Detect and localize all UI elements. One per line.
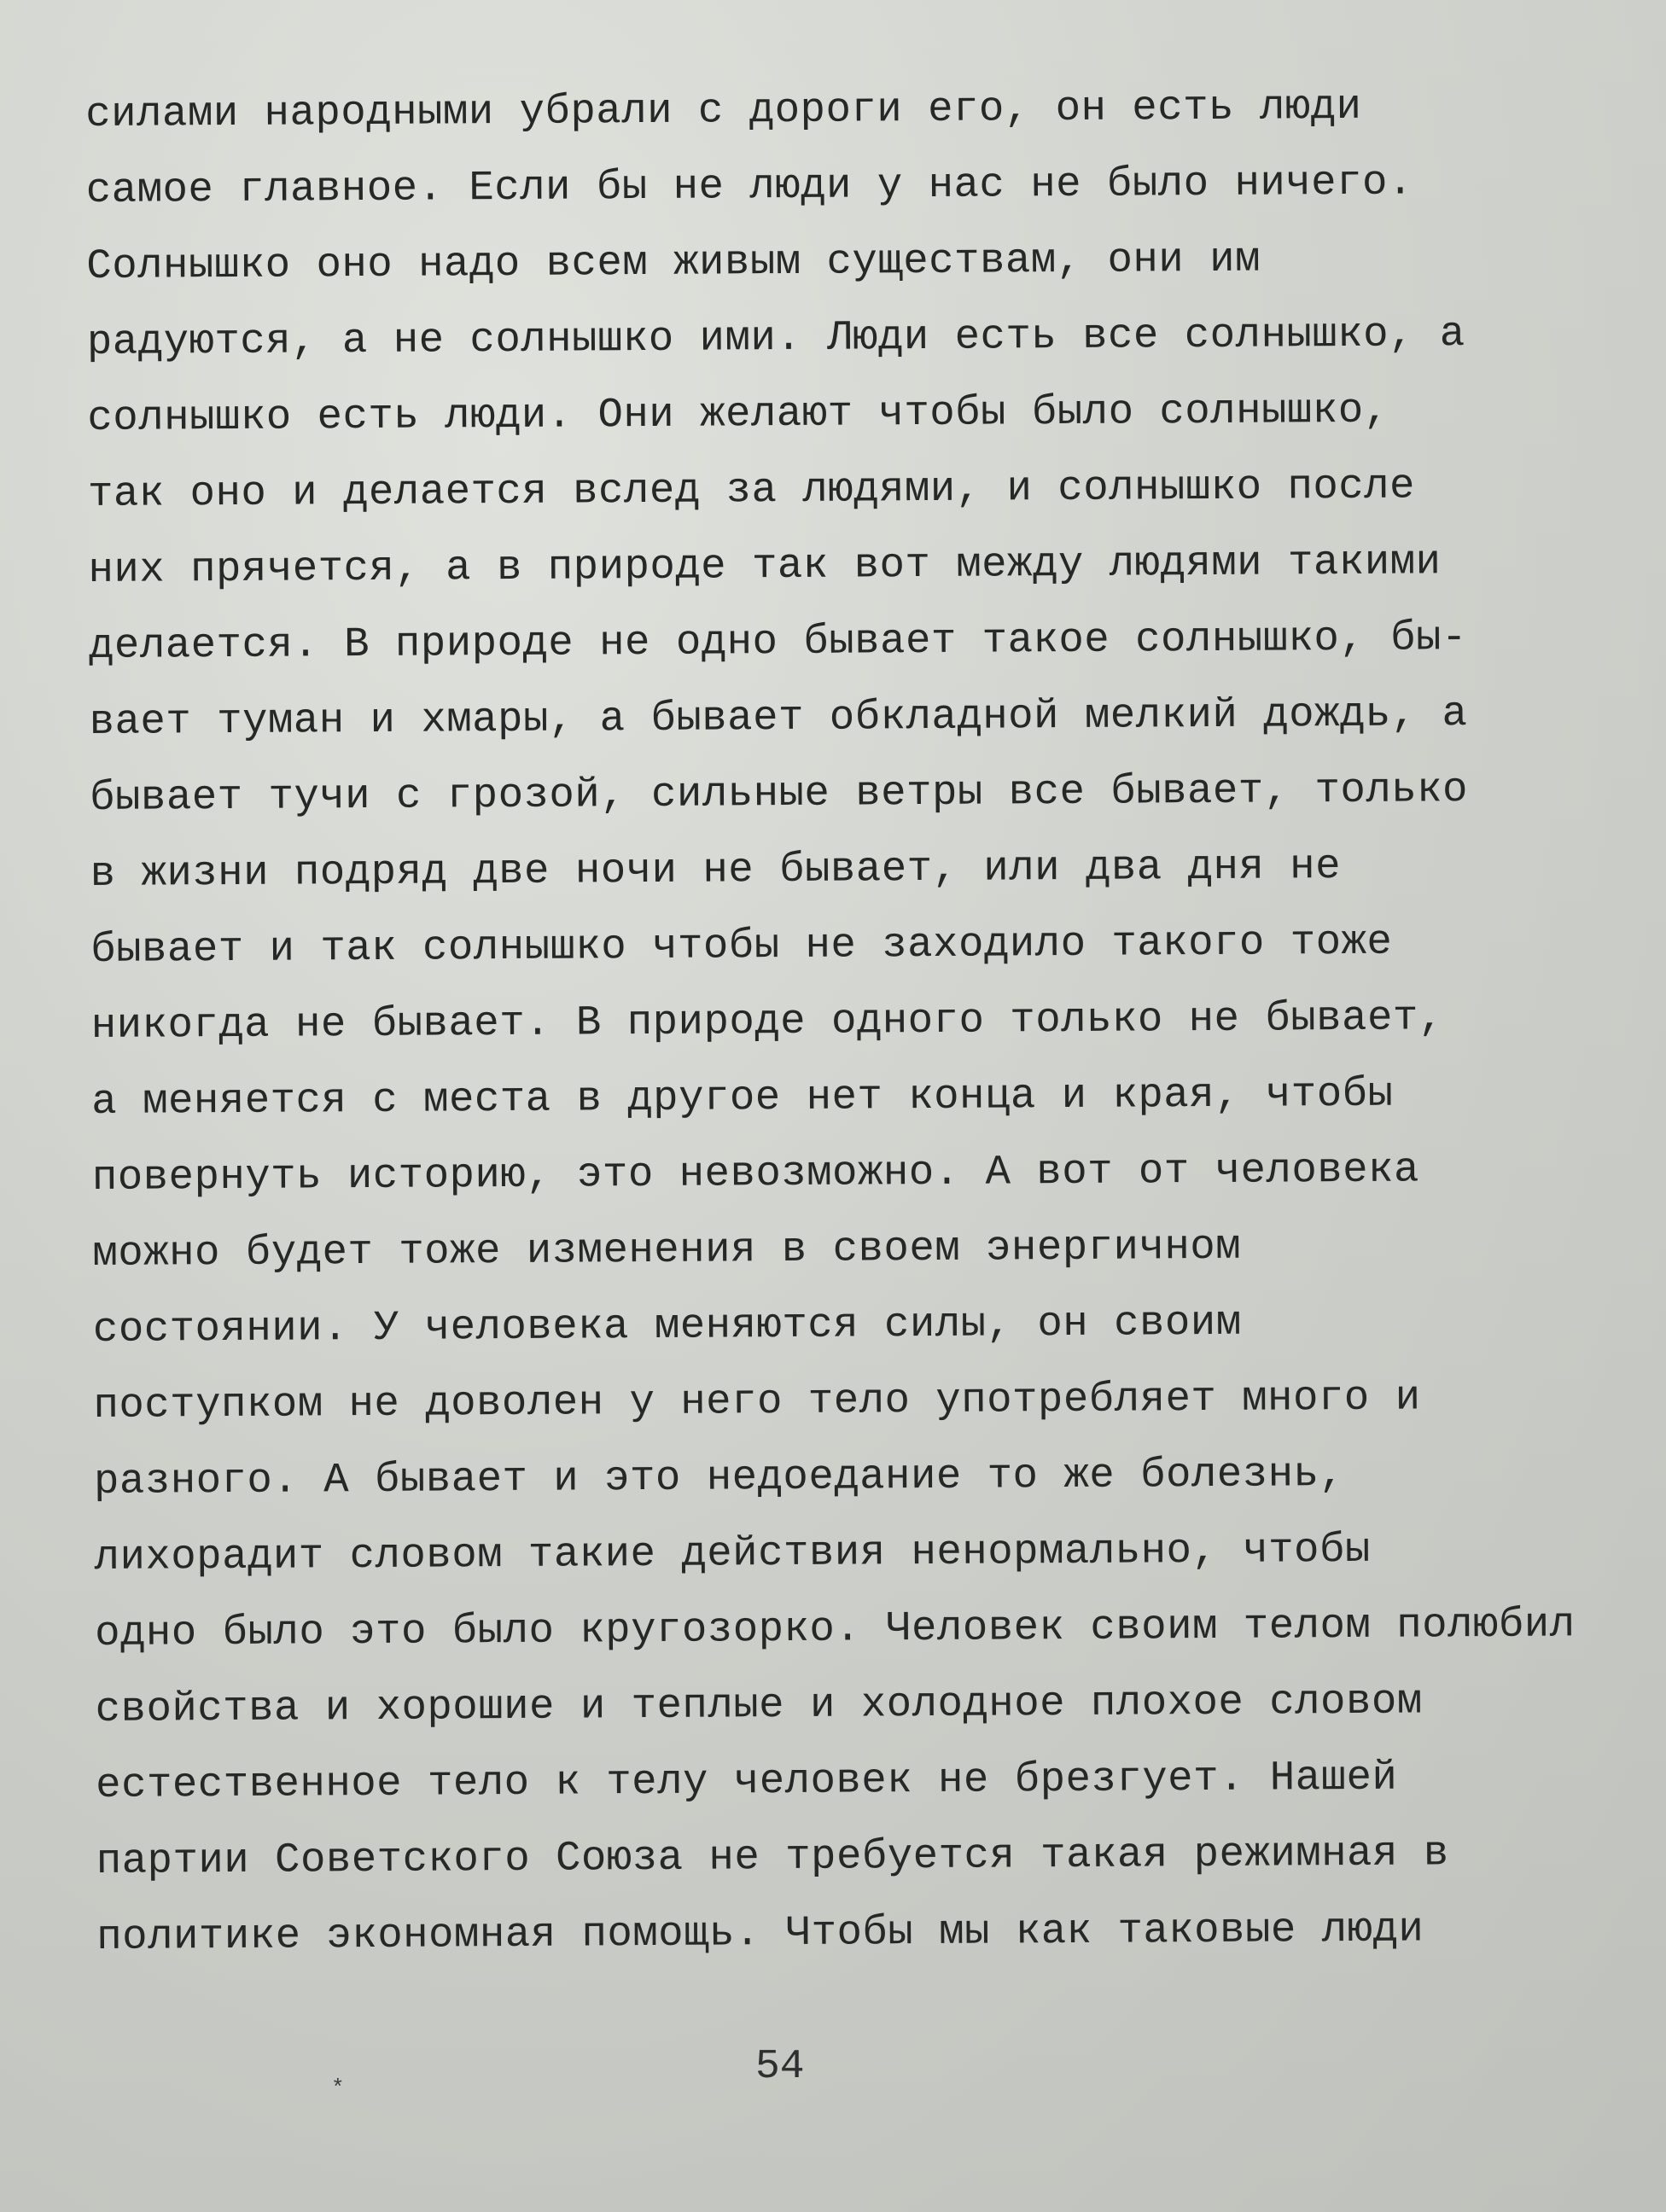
text-line: бывает тучи с грозой, сильные ветры все бывает, только (89, 765, 1469, 822)
text-line: политике экономная помощь. Чтобы мы как таковые люди (96, 1905, 1424, 1961)
text-line: радуются, а не солнышко ими. Люди есть все солнышко, а (86, 310, 1465, 366)
text-line: повернуть историю, это невозможно. А вот от человека (91, 1145, 1420, 1202)
text-line: состоянии. У человека меняются силы, он своим (92, 1298, 1242, 1353)
text-line: разного. А бывает и это недоедание то же болезнь, (93, 1450, 1345, 1505)
text-line: солнышко есть люди. Они желают чтобы было солнышко, (87, 386, 1389, 442)
text-line: Солнышко оно надо всем живым существам, они им (86, 235, 1261, 290)
text-line: бывает и так солнышко чтобы не заходило такого тоже (90, 917, 1393, 974)
text-line: делается. В природе не одно бывает такое солнышко, бы- (88, 614, 1468, 670)
text-line: вает туман и хмары, а бывает обкладной мелкий дождь, а (89, 690, 1468, 746)
text-line: самое главное. Если бы не люди у нас не было ничего. (85, 158, 1414, 214)
text-line: партии Советского Союза не требуется такая режимная в (96, 1829, 1449, 1885)
text-line: них прячется, а в природе так вот между людями такими (88, 538, 1442, 594)
body-text (85, 67, 1634, 1976)
page-number: 54 (755, 2044, 805, 2090)
text-line: а меняется с места в другое нет конца и края, чтобы (91, 1069, 1394, 1126)
text-line: лихорадит словом такие действия ненормально, чтобы (94, 1525, 1371, 1581)
text-line: можно будет тоже изменения в своем энергичном (92, 1222, 1242, 1278)
text-line: одно было это было кругозорко. Человек своим телом полюбил (94, 1600, 1576, 1657)
text-line: так оно и делается вслед за людями, и солнышко после (87, 462, 1416, 518)
stray-mark: * (331, 2075, 345, 2101)
text-line: свойства и хорошие и теплые и холодное плохое словом (95, 1677, 1423, 1733)
text-line: никогда не бывает. В природе одного только не бывает, (90, 993, 1444, 1050)
text-line: в жизни подряд две ночи не бывает, или два дня не (90, 842, 1342, 898)
text-line: естественное тело к телу человек не брезгует. Нашей (96, 1753, 1398, 1809)
text-line: поступком не доволен у него тело употребляет много и (93, 1373, 1421, 1429)
text-line: силами народными убрали с дороги его, он есть люди (85, 82, 1362, 138)
